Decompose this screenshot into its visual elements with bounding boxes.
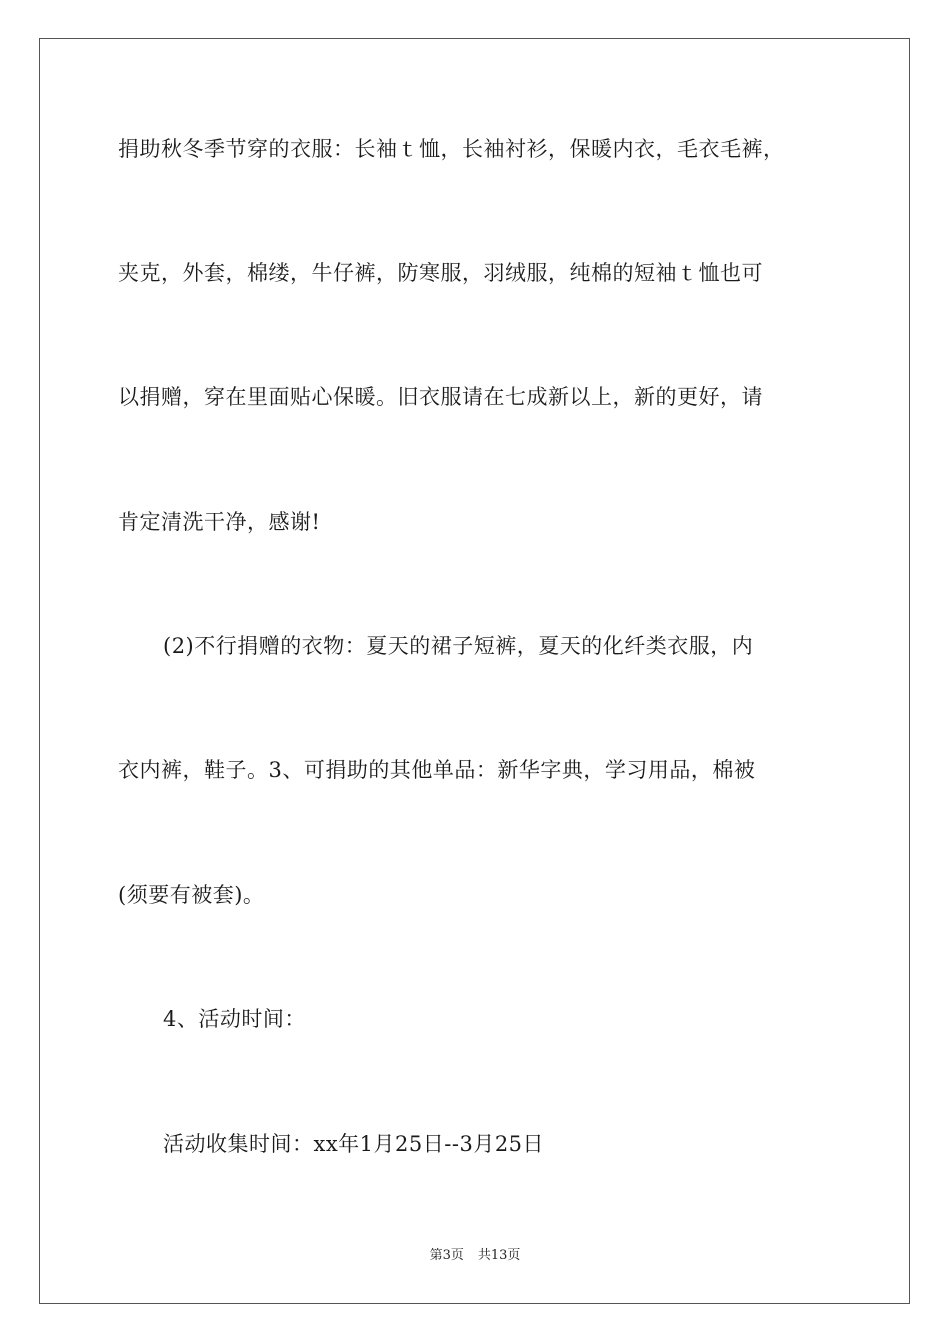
body-line-7: (须要有被套)。	[118, 883, 265, 907]
page-total: 共13页	[477, 1248, 521, 1263]
body-line-1: 捐助秋冬季节穿的衣服：长袖ｔ恤，长袖衬衫，保暖内衣，毛衣毛裤，	[118, 137, 785, 161]
body-line-3: 以捐赠，穿在里面贴心保暖。旧衣服请在七成新以上，新的更好，请	[118, 385, 763, 409]
section-heading-activity-time: 4、活动时间：	[163, 1007, 306, 1031]
body-line-4: 肯定清洗干净，感谢!	[118, 510, 321, 534]
page-border	[39, 38, 910, 1304]
body-line-2: 夹克，外套，棉缕，牛仔裤，防寒服，羽绒服，纯棉的短袖ｔ恤也可	[118, 261, 763, 285]
body-line-5: (2)不行捐赠的衣物：夏天的裙子短裤，夏天的化纤类衣服，内	[163, 634, 754, 658]
body-line-6: 衣内裤，鞋子。3、可捐助的其他单品：新华字典，学习用品，棉被	[118, 758, 756, 782]
body-line-collection-time: 活动收集时间：xx年1月25日--3月25日	[163, 1132, 545, 1156]
page-footer	[0, 1247, 950, 1265]
page-number: 第3页	[429, 1248, 464, 1263]
